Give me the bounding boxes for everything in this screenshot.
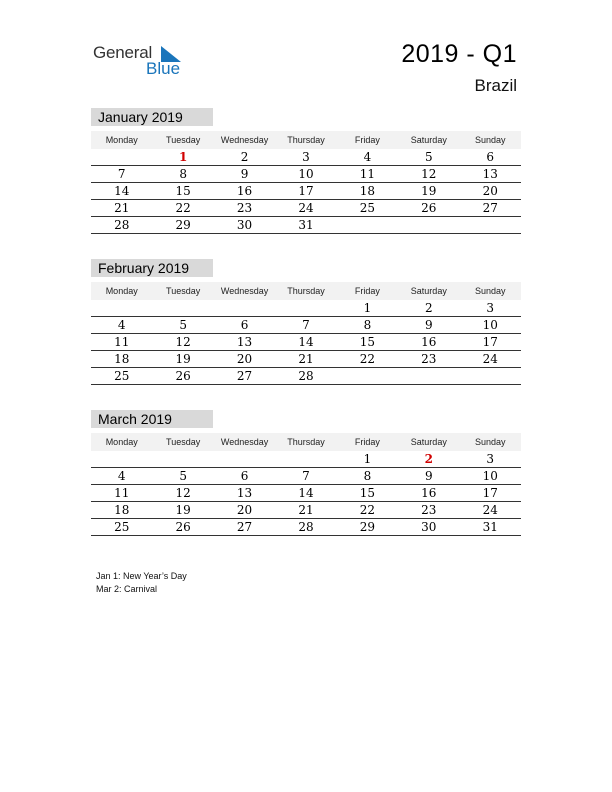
day-cell: 20 xyxy=(236,503,253,517)
day-cell: 22 xyxy=(175,201,191,215)
weekday-label: Thursday xyxy=(287,437,325,447)
logo-text-blue: Blue xyxy=(146,59,181,78)
day-cell: 25 xyxy=(114,369,130,383)
day-cell: 28 xyxy=(114,218,130,232)
day-cell: 10 xyxy=(298,167,314,181)
day-cell: 9 xyxy=(240,167,249,181)
month-label: February 2019 xyxy=(91,259,213,277)
day-cell: 18 xyxy=(114,503,130,517)
day-cell: 3 xyxy=(486,452,495,466)
day-cell: 13 xyxy=(482,167,498,181)
empty-day-cell xyxy=(398,217,459,233)
month-calendar-february xyxy=(91,259,521,385)
week-row xyxy=(91,149,521,166)
week-row xyxy=(91,200,521,217)
weekday-label: Wednesday xyxy=(220,286,269,296)
week-row xyxy=(91,300,521,317)
day-cell: 3 xyxy=(302,150,310,164)
day-cell: 7 xyxy=(302,318,310,332)
day-cell: 2 xyxy=(425,301,433,315)
empty-day-cell xyxy=(91,300,152,316)
day-cell: 26 xyxy=(421,201,437,215)
day-cell: 6 xyxy=(486,150,495,164)
day-cell: 26 xyxy=(175,369,191,383)
day-cell: 17 xyxy=(482,486,498,500)
day-cell: 5 xyxy=(425,150,433,164)
week-row xyxy=(91,217,521,234)
day-cell: 10 xyxy=(482,318,498,332)
day-cell: 28 xyxy=(298,369,314,383)
day-cell: 5 xyxy=(179,469,187,483)
weekday-label: Saturday xyxy=(410,437,447,447)
weekday-label: Tuesday xyxy=(166,135,201,145)
week-row xyxy=(91,368,521,385)
country-name: Brazil xyxy=(474,76,517,95)
day-cell: 30 xyxy=(236,218,253,232)
day-cell: 26 xyxy=(175,520,191,534)
day-cell: 21 xyxy=(114,201,130,215)
day-cell: 11 xyxy=(359,167,376,181)
weekday-label: Monday xyxy=(105,437,138,447)
day-cell: 7 xyxy=(302,469,310,483)
empty-day-cell xyxy=(460,217,521,233)
day-cell: 9 xyxy=(425,469,433,483)
weekday-label: Monday xyxy=(105,286,138,296)
weekday-label: Tuesday xyxy=(166,437,201,447)
day-cell: 12 xyxy=(421,167,437,181)
day-cell: 29 xyxy=(359,520,376,534)
weekday-header-row xyxy=(91,282,521,300)
weekday-label: Tuesday xyxy=(166,286,201,296)
day-cell: 8 xyxy=(363,469,372,483)
day-cell: 19 xyxy=(175,503,191,517)
week-row xyxy=(91,166,521,183)
day-cell: 30 xyxy=(421,520,437,534)
day-cell: 13 xyxy=(236,335,253,349)
day-cell: 14 xyxy=(298,335,314,349)
day-cell: 24 xyxy=(482,503,498,517)
day-cell: 12 xyxy=(175,486,191,500)
day-cell: 16 xyxy=(421,335,437,349)
weekday-header-row xyxy=(91,131,521,149)
day-cell: 18 xyxy=(114,352,130,366)
weekday-label: Wednesday xyxy=(220,437,269,447)
week-row xyxy=(91,468,521,485)
day-cell: 1 xyxy=(363,301,372,315)
day-cell: 14 xyxy=(298,486,314,500)
day-cell: 14 xyxy=(114,184,130,198)
day-cell: 24 xyxy=(298,201,314,215)
weekday-label: Friday xyxy=(354,437,380,447)
weekday-label: Thursday xyxy=(287,135,325,145)
empty-day-cell xyxy=(337,368,398,384)
day-cell: 4 xyxy=(117,318,126,332)
empty-day-cell xyxy=(152,451,213,467)
day-cell: 18 xyxy=(359,184,376,198)
empty-day-cell xyxy=(275,300,336,316)
day-cell: 27 xyxy=(236,520,253,534)
week-row xyxy=(91,351,521,368)
day-cell: 5 xyxy=(179,318,187,332)
week-row xyxy=(91,451,521,468)
day-cell: 6 xyxy=(240,318,249,332)
empty-day-cell xyxy=(152,300,213,316)
weekday-label: Thursday xyxy=(287,286,325,296)
day-cell: 24 xyxy=(482,352,498,366)
weekday-label: Sunday xyxy=(474,286,506,296)
month-label: March 2019 xyxy=(91,410,213,428)
day-cell: 17 xyxy=(298,184,314,198)
day-cell: 19 xyxy=(421,184,437,198)
day-cell: 13 xyxy=(236,486,253,500)
week-row xyxy=(91,317,521,334)
weekday-label: Sunday xyxy=(474,437,506,447)
week-row xyxy=(91,183,521,200)
day-cell: 28 xyxy=(298,520,314,534)
day-cell: 27 xyxy=(236,369,253,383)
day-cell: 6 xyxy=(240,469,249,483)
empty-day-cell xyxy=(275,451,336,467)
empty-day-cell xyxy=(214,300,275,316)
day-cell: 22 xyxy=(359,352,376,366)
day-cell: 20 xyxy=(482,184,498,198)
holiday-note: Jan 1: New Year’s Day xyxy=(96,571,187,581)
empty-day-cell xyxy=(91,149,152,165)
weekday-label: Sunday xyxy=(474,135,506,145)
holiday-note: Mar 2: Carnival xyxy=(96,584,158,594)
month-label: January 2019 xyxy=(91,108,213,126)
day-cell: 11 xyxy=(114,486,130,500)
weekday-label: Wednesday xyxy=(220,135,269,145)
general-blue-logo xyxy=(93,40,193,80)
week-row xyxy=(91,334,521,351)
day-cell: 1 xyxy=(178,150,188,164)
weekday-label: Saturday xyxy=(410,286,447,296)
day-cell: 7 xyxy=(117,167,126,181)
day-cell: 10 xyxy=(482,469,498,483)
day-cell: 2 xyxy=(240,150,249,164)
day-cell: 12 xyxy=(175,335,191,349)
day-cell: 15 xyxy=(175,184,191,198)
weekday-label: Saturday xyxy=(410,135,447,145)
day-cell: 31 xyxy=(298,218,314,232)
holiday-notes xyxy=(96,570,187,596)
day-cell: 9 xyxy=(425,318,433,332)
weekday-label: Monday xyxy=(105,135,138,145)
weekday-label: Friday xyxy=(354,135,380,145)
day-cell: 22 xyxy=(359,503,376,517)
day-cell: 31 xyxy=(482,520,498,534)
day-cell: 21 xyxy=(298,503,314,517)
day-cell: 11 xyxy=(114,335,130,349)
day-cell: 19 xyxy=(175,352,191,366)
day-cell: 25 xyxy=(114,520,130,534)
day-cell: 1 xyxy=(363,452,372,466)
day-cell: 16 xyxy=(421,486,437,500)
month-calendar-january xyxy=(91,108,521,234)
page-title: 2019 - Q1 xyxy=(401,40,517,68)
weekday-header-row xyxy=(91,433,521,451)
empty-day-cell xyxy=(337,217,398,233)
day-cell: 20 xyxy=(236,352,253,366)
month-calendar-march xyxy=(91,410,521,536)
week-row xyxy=(91,485,521,502)
day-cell: 23 xyxy=(236,201,253,215)
day-cell: 17 xyxy=(482,335,498,349)
empty-day-cell xyxy=(214,451,275,467)
day-cell: 4 xyxy=(117,469,126,483)
logo-text-general: General xyxy=(93,43,153,62)
empty-day-cell xyxy=(460,368,521,384)
week-row xyxy=(91,519,521,536)
day-cell: 2 xyxy=(424,452,433,466)
day-cell: 8 xyxy=(363,318,372,332)
day-cell: 4 xyxy=(363,150,372,164)
week-row xyxy=(91,502,521,519)
day-cell: 3 xyxy=(486,301,495,315)
day-cell: 25 xyxy=(359,201,376,215)
day-cell: 8 xyxy=(179,167,187,181)
day-cell: 21 xyxy=(298,352,314,366)
day-cell: 16 xyxy=(236,184,253,198)
empty-day-cell xyxy=(91,451,152,467)
day-cell: 23 xyxy=(421,503,437,517)
day-cell: 15 xyxy=(359,486,376,500)
day-cell: 23 xyxy=(421,352,437,366)
day-cell: 29 xyxy=(175,218,191,232)
day-cell: 27 xyxy=(482,201,498,215)
weekday-label: Friday xyxy=(354,286,380,296)
day-cell: 15 xyxy=(359,335,376,349)
empty-day-cell xyxy=(398,368,459,384)
